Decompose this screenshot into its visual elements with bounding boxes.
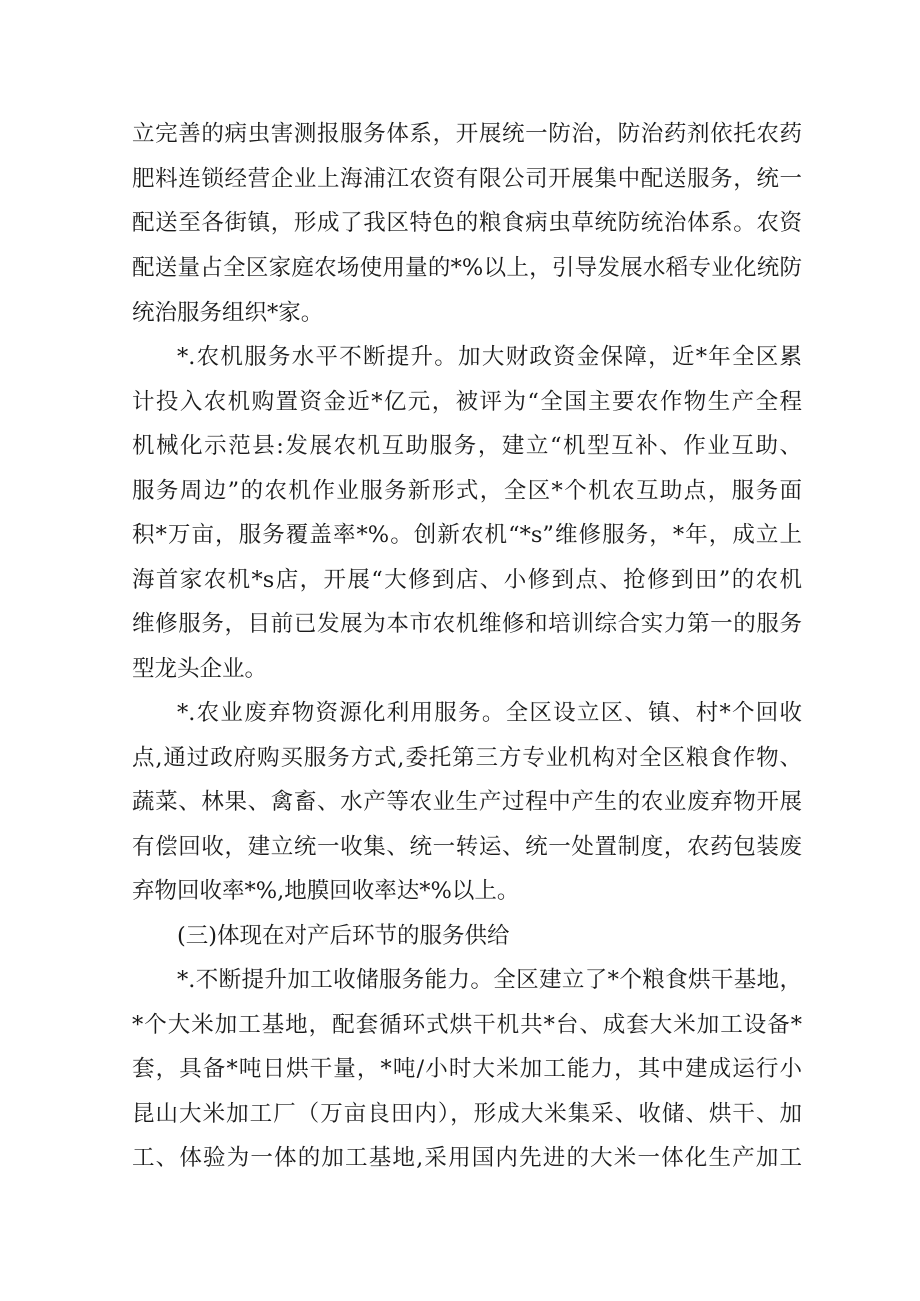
text-line: 配送至各街镇，形成了我区特色的粮食病虫草统防统治体系。农资 [132,210,802,236]
text-line: 机械化示范县:发展农机互助服务，建立“机型互补、作业互助、 [132,433,802,459]
text-line: 工、体验为一体的加工基地,采用国内先进的大米一体化生产加工 [132,1145,802,1171]
section-heading: (三)体现在对产后环节的服务供给 [177,923,510,949]
text-line: 立完善的病虫害测报服务体系，开展统一防治，防治药剂依托农药 [132,121,802,147]
text-line: 统治服务组织*家。 [132,300,324,326]
text-line: 计投入农机购置资金近*亿元，被评为“全国主要农作物生产全程 [132,389,802,415]
text-line: 弃物回收率*%,地膜回收率达*%以上。 [132,878,520,904]
text-line: 型龙头企业。 [132,656,268,682]
text-line: *个大米加工基地，配套循环式烘干机共*台、成套大米加工设备* [132,1012,802,1038]
text-line: 有偿回收，建立统一收集、统一转运、统一处置制度，农药包装废 [132,834,802,860]
text-line: 套，具备*吨日烘干量，*吨/小时大米加工能力，其中建成运行小 [132,1056,802,1082]
text-line: 积*万亩，服务覆盖率*%。创新农机“*s”维修服务，*年，成立上 [132,522,802,548]
paragraph-first-line: *.农机服务水平不断提升。加大财政资金保障，近*年全区累 [177,344,802,370]
text-line: 点,通过政府购买服务方式,委托第三方专业机构对全区粮食作物、 [132,745,802,771]
paragraph-first-line: *.不断提升加工收储服务能力。全区建立了*个粮食烘干基地， [177,967,802,993]
paragraph-first-line: *.农业废弃物资源化利用服务。全区设立区、镇、村*个回收 [177,700,802,726]
text-line: 昆山大米加工厂（万亩良田内），形成大米集采、收储、烘干、加 [132,1101,802,1127]
text-line: 配送量占全区家庭农场使用量的*%以上，引导发展水稻专业化统防 [132,255,802,281]
text-line: 服务周边”的农机作业服务新形式，全区*个机农互助点，服务面 [132,478,802,504]
text-line: 维修服务，目前已发展为本市农机维修和培训综合实力第一的服务 [132,611,802,637]
text-line: 肥料连锁经营企业上海浦江农资有限公司开展集中配送服务，统一 [132,166,802,192]
text-line: 海首家农机*s店，开展“大修到店、小修到点、抢修到田”的农机 [132,567,802,593]
text-line: 蔬菜、林果、禽畜、水产等农业生产过程中产生的农业废弃物开展 [132,789,802,815]
